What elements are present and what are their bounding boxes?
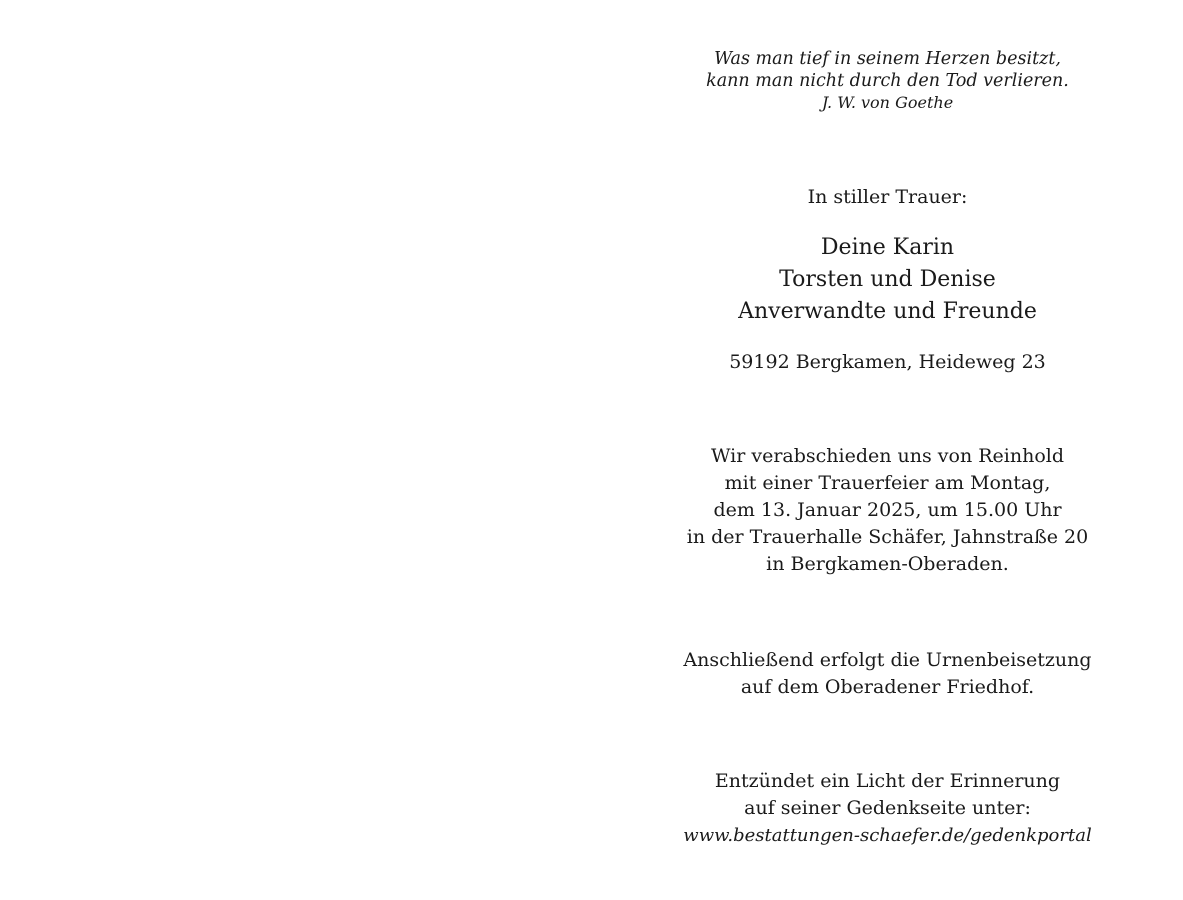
quote-author: J. W. von Goethe <box>821 93 954 112</box>
mourner-name: Anverwandte und Freunde <box>738 299 1037 324</box>
burial-line: Anschließend erfolgt die Urnenbeisetzung <box>683 649 1092 671</box>
mourner-name: Deine Karin <box>820 235 955 260</box>
mourning-heading-text: In stiller Trauer: <box>807 186 968 208</box>
memorial-line: Entzündet ein Licht der Erinnerung <box>714 770 1061 792</box>
ceremony-line: mit einer Trauerfeier am Montag, <box>724 472 1051 494</box>
goethe-quote <box>592 48 1183 114</box>
family-address <box>592 348 1183 376</box>
ceremony-line: Wir verabschieden uns von Reinhold <box>710 445 1065 467</box>
burial-line: auf dem Oberadener Friedhof. <box>740 676 1035 698</box>
memorial-url: www.bestattungen-schaefer.de/gedenkportal <box>683 825 1092 846</box>
ceremony-line: dem 13. Januar 2025, um 15.00 Uhr <box>713 499 1062 521</box>
right-page <box>592 0 1183 900</box>
mourning-heading <box>592 184 1183 210</box>
ceremony-details <box>592 443 1183 578</box>
mourner-name: Torsten und Denise <box>779 267 996 292</box>
memorial-line: auf seiner Gedenkseite unter: <box>744 797 1031 819</box>
quote-line: Was man tief in seinem Herzen besitzt, <box>714 49 1061 69</box>
memorial-notice <box>592 768 1183 849</box>
mourner-names <box>592 232 1183 328</box>
address-text: 59192 Bergkamen, Heideweg 23 <box>729 351 1046 373</box>
ceremony-line: in der Trauerhalle Schäfer, Jahnstraße 20 <box>686 526 1089 548</box>
burial-details <box>592 647 1183 701</box>
quote-line: kann man nicht durch den Tod verlieren. <box>706 71 1069 91</box>
ceremony-line: in Bergkamen-Oberaden. <box>766 553 1009 575</box>
